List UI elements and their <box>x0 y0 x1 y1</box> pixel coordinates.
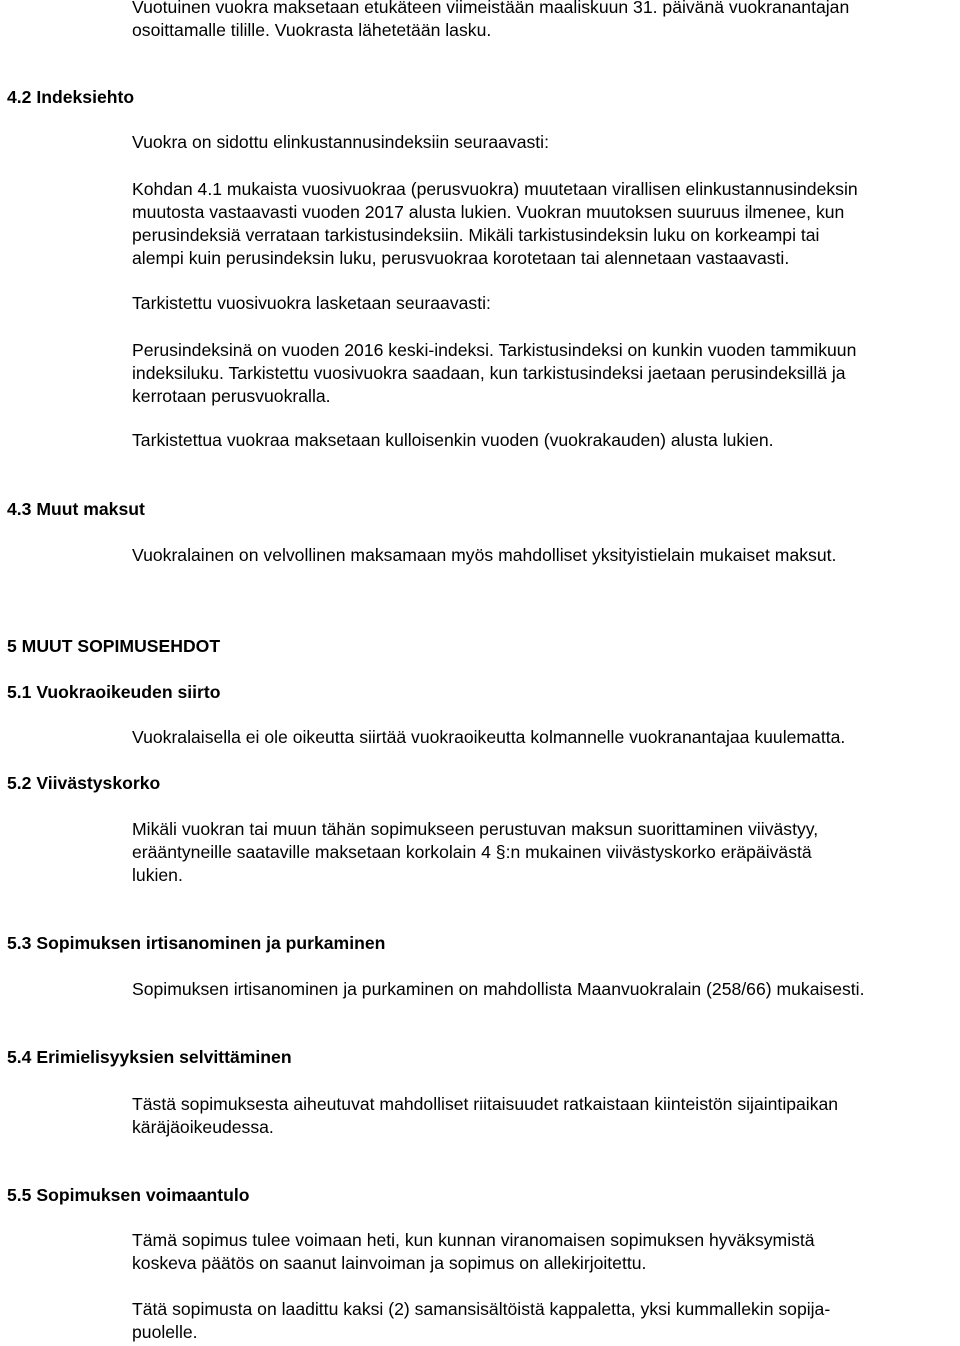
section-4-2-lead: Vuokra on sidottu elinkustannusindeksiin seuraavasti: <box>132 132 549 152</box>
paragraph-line: Kohdan 4.1 mukaista vuosivuokraa (perusvuokra) muutetaan virallisen elinkustannusindeksin <box>132 179 858 199</box>
paragraph-line: Perusindeksinä on vuoden 2016 keski-indeksi. Tarkistusindeksi on kunkin vuoden tammikuun <box>132 340 857 360</box>
section-5-1-heading: 5.1 Vuokraoikeuden siirto <box>7 682 221 702</box>
section-4-3-paragraph: Vuokralainen on velvollinen maksamaan myös mahdolliset yksityistielain mukaiset maksut. <box>132 545 837 565</box>
section-5-3-paragraph: Sopimuksen irtisanominen ja purkaminen on mahdollista Maanvuokralain (258/66) mukaisesti. <box>132 979 865 999</box>
section-5-5-paragraph-1 <box>132 1229 815 1275</box>
intro-line: Vuotuinen vuokra maksetaan etukäteen viimeistään maaliskuun 31. päivänä vuokranantajan <box>132 0 850 17</box>
section-4-3-heading: 4.3 Muut maksut <box>7 499 145 519</box>
section-4-2-paragraph-4: Tarkistettua vuokraa maksetaan kulloisenkin vuoden (vuokrakauden) alusta lukien. <box>132 430 774 450</box>
section-5-4-paragraph <box>132 1093 838 1139</box>
section-4-2-paragraph-2: Tarkistettu vuosivuokra lasketaan seuraavasti: <box>132 293 491 313</box>
section-5-heading: 5 MUUT SOPIMUSEHDOT <box>7 636 221 656</box>
section-5-5-paragraph-2 <box>132 1298 830 1344</box>
paragraph-line: puolelle. <box>132 1322 198 1342</box>
section-4-2-paragraph-3 <box>132 339 856 408</box>
paragraph-line: Mikäli vuokran tai muun tähän sopimukseen perustuvan maksun suorittaminen viivästyy, <box>132 819 819 839</box>
paragraph-line: käräjäoikeudessa. <box>132 1117 274 1137</box>
section-4-2-paragraph-1 <box>132 178 858 270</box>
paragraph-line: muutosta vastaavasti vuoden 2017 alusta lukien. Vuokran muutoksen suuruus ilmenee, kun <box>132 202 845 222</box>
section-5-3-heading: 5.3 Sopimuksen irtisanominen ja purkaminen <box>7 933 386 953</box>
section-5-1-paragraph: Vuokralaisella ei ole oikeutta siirtää vuokraoikeutta kolmannelle vuokranantajaa kuulematta. <box>132 727 846 747</box>
paragraph-line: Tämä sopimus tulee voimaan heti, kun kunnan viranomaisen sopimuksen hyväksymistä <box>132 1230 815 1250</box>
section-4-2-heading: 4.2 Indeksiehto <box>7 87 135 107</box>
paragraph-line: perusindeksiä verrataan tarkistusindeksiin. Mikäli tarkistusindeksin luku on korkeampi tai <box>132 225 820 245</box>
paragraph-line: lukien. <box>132 865 183 885</box>
paragraph-line: kerrotaan perusvuokralla. <box>132 386 331 406</box>
paragraph-line: koskeva päätös on saanut lainvoiman ja sopimus on allekirjoitettu. <box>132 1253 647 1273</box>
paragraph-line: indeksiluku. Tarkistettu vuosivuokra saadaan, kun tarkistusindeksi jaetaan perusindeksillä ja <box>132 363 846 383</box>
section-5-4-heading: 5.4 Erimielisyyksien selvittäminen <box>7 1047 292 1067</box>
section-5-2-paragraph <box>132 818 818 887</box>
section-5-2-heading: 5.2 Viivästyskorko <box>7 773 161 793</box>
paragraph-line: Tätä sopimusta on laadittu kaksi (2) samansisältöistä kappaletta, yksi kummallekin sopija- <box>132 1299 831 1319</box>
intro-line: osoittamalle tilille. Vuokrasta lähetetään lasku. <box>132 20 492 40</box>
intro-paragraph <box>132 0 849 42</box>
paragraph-line: Tästä sopimuksesta aiheutuvat mahdolliset riitaisuudet ratkaistaan kiinteistön sijaintipaikan <box>132 1094 839 1114</box>
section-5-5-heading: 5.5 Sopimuksen voimaantulo <box>7 1185 250 1205</box>
paragraph-line: alempi kuin perusindeksin luku, perusvuokraa korotetaan tai alennetaan vastaavasti. <box>132 248 790 268</box>
paragraph-line: erääntyneille saataville maksetaan korkolain 4 §:n mukainen viivästyskorko eräpäivästä <box>132 842 812 862</box>
